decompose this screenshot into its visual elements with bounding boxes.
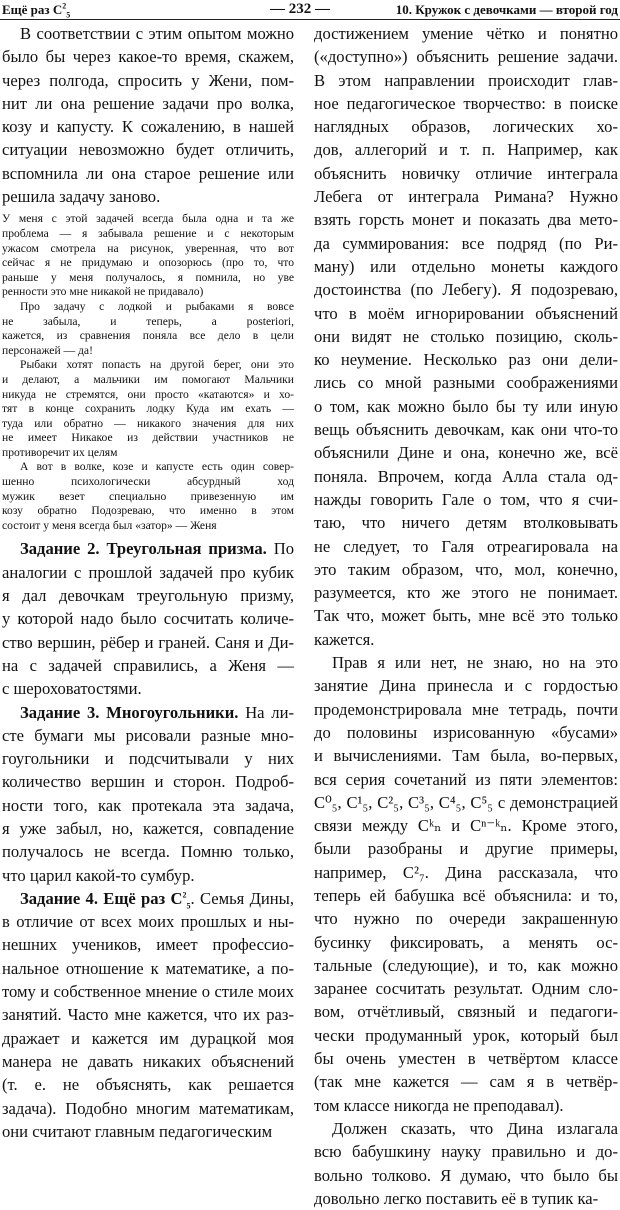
text-line: Должен сказать, что Дина излагала (332, 1118, 618, 1138)
task-4-title: Задание 4. Ещё раз $C^2_5$ (20, 888, 191, 911)
paragraph-grandma-science (314, 1117, 618, 1210)
text-line: теперь ей бабушка всё объяснила: и то, (314, 885, 618, 905)
text-line: ство вершин, рёбер и граней. Саня и Ди- (2, 632, 294, 652)
text-line: козу обратно Подозреваю, что именно в этом (2, 504, 294, 518)
text-line: тальные (следующие), и то, как можно (314, 955, 618, 975)
text-line: никуда не стремятся, они просто «катаются» и хо- (2, 387, 294, 401)
text-line: получалось не всегда. Помню только, (2, 842, 294, 862)
text-line: нит ли она решение задачи про волка, (2, 93, 294, 113)
text-line: это таким образом, что, мол, конечно, (314, 559, 618, 579)
text-line: В этом направлении происходит глав- (314, 70, 618, 90)
text-line: через полгода, спросить у Жени, пом- (2, 70, 294, 90)
text-line: лись со мной разными соображениями (314, 373, 618, 393)
text-line: вом, отчётливый, связный и педагоги- (314, 1002, 618, 1022)
text-line: да суммирования: все подряд (по Ри- (314, 233, 618, 253)
text-line: Про задачу с лодкой и рыбаками я вовсе (20, 299, 294, 313)
text-line: («доступно») объяснить решение задачи. (314, 47, 618, 67)
task-2-section (2, 537, 294, 700)
text-line: вещь объяснить девочкам, как они что-то (314, 420, 618, 440)
text-line: продемонстрировала мне тетрадь, почти (314, 699, 618, 719)
left-column (2, 22, 295, 1141)
text-line: (так мне кажется — сам я в четвёр- (314, 1072, 618, 1092)
text-line: У меня с этой задачей всегда была одна и та же (2, 212, 294, 226)
text-line: ужасом смотрела на рисунок, уверенная, что вот (2, 241, 294, 255)
text-line: чески продуманный урок, который был (314, 1025, 618, 1045)
text-line: что нужно по очереди закрашенную (314, 909, 618, 929)
text-line: они считают главным педагогическим (2, 1121, 273, 1141)
text-line: разумеется, кто же этого не понимает. (314, 583, 618, 603)
text-line: противоречит их целям (2, 445, 118, 459)
text-line: ное педагогическое творчество: в поиске (314, 93, 618, 113)
note-zhenya-1 (2, 212, 294, 300)
text-line: всю бабушкину науку правильно и до- (314, 1142, 618, 1162)
note-zhenya-4 (2, 460, 294, 533)
chapter-title: 10. Кружок с девочками — второй год (395, 2, 618, 17)
text-line: вспомнила ли она старое решение или (2, 163, 294, 183)
running-header-left: Ещё раз $C^2_5$ (2, 1, 71, 20)
text-line: до половины изрисованную «бусами» (314, 722, 618, 742)
paragraph-dina-notebook (314, 651, 618, 1117)
text-line: достоинства (по Лебегу). Я подозреваю, (314, 280, 618, 300)
text-line: манера не давать никаких объяснений (2, 1051, 294, 1071)
note-zhenya-2 (2, 300, 294, 358)
text-line: и делают, а мальчики им помогают Мальчики (2, 372, 294, 386)
text-line: ности того, как протекала эта задача, (2, 795, 294, 815)
text-line: ренности это мне никакой не придавало) (2, 285, 204, 299)
text-line: Задание 3. Многоугольники. На ли- (20, 702, 294, 722)
text-line: козу и капусту. К сожалению, в нашей (2, 117, 294, 137)
text-line: кажется. (314, 629, 375, 649)
text-line: я уже забыл, но, кажется, совпадение (2, 819, 294, 838)
text-line: заранее сосчитать результат. Одним сло- (314, 979, 618, 999)
text-line: на с задачей справились, а Женя — (2, 655, 294, 675)
text-line: в отличие от всех моих прошлых и ны- (2, 912, 294, 932)
text-line: решила задачу заново. (2, 187, 161, 207)
text-line: А вот в волке, козе и капусте есть один совер- (20, 460, 294, 474)
text-line: занятий. Часто мне кажется, что их раз- (2, 1005, 294, 1025)
text-line: достижением умение чётко и понятно (314, 24, 618, 43)
text-line: Лебега от интеграла Римана? Нужно (314, 187, 618, 207)
text-line: проблема — я забывала решение и с некоторым (2, 226, 294, 240)
task-4-section (2, 887, 294, 1143)
text-line: у которой надо было сосчитать количе- (2, 609, 294, 629)
text-line: персонажей — да! (2, 343, 93, 357)
text-line: Так что, может быть, мне всё это только (314, 606, 618, 626)
text-line: дов, аллегорий и т. п. Например, как (314, 140, 618, 160)
text-line: сте бумаги мы рисовали разные мно- (2, 725, 294, 745)
text-line: не следует, то Галя отреагировала на (314, 536, 618, 556)
text-line: шенно психологически абсурдный ход (2, 475, 294, 489)
text-line: В соответствии с этим опытом можно (20, 24, 294, 43)
text-line: том классе никогда не преподавал). (314, 1095, 564, 1115)
text-line: что в моём игнорировании объяснений (314, 303, 618, 323)
text-line: нальное отношение к математике, а по- (2, 958, 294, 978)
text-line: гоугольники и подсчитывали у них (2, 749, 294, 769)
text-line: бусинку фиксировать, а менять ос- (314, 932, 618, 952)
text-line: дражает и кажется им дурацкой моя (2, 1028, 294, 1048)
text-line: о том, как можно было бы ту или иную (314, 396, 618, 416)
text-line: таю, что ничего детям втолковывать (314, 513, 618, 533)
text-line: не забыла, и теперь, а posteriori, (2, 314, 294, 328)
text-line: наглядных образов, логических хо- (314, 117, 618, 137)
text-line: (т. е. не объяснять, как решается (2, 1075, 294, 1095)
text-line: Прав я или нет, не знаю, но на это (332, 653, 618, 673)
text-line: не имеет Никакое из действии участников не (2, 431, 294, 445)
text-line: взять горсть монет и показать два мето- (314, 210, 618, 230)
task-2-title: Задание 2. Треугольная призма. (20, 539, 267, 559)
paragraph-explanations (314, 22, 618, 651)
text-line: связи между Cᵏₙ и Cⁿ⁻ᵏₙ. Кроме этого, (314, 816, 618, 836)
text-line: и вычислениями. Там была, во-первых, (314, 746, 618, 766)
text-line: поняла. Впрочем, когда Алла стала од- (314, 466, 618, 486)
text-line: бы очень уместен в четвёртом классе (314, 1049, 618, 1069)
paragraph-memory (2, 22, 294, 208)
text-line: сейчас я не придумаю и опозорюсь (про то, что (2, 256, 294, 270)
text-line: ситуации невозможно будет отличить, (2, 140, 294, 160)
text-line: задача). Подобно многим математикам, (2, 1098, 294, 1118)
text-line: были разобраны и другие примеры, (314, 839, 618, 859)
text-line: ко неумение. Несколько раз они дели- (314, 350, 618, 370)
text-line: раньше у меня получалось, я помнила, но уве (2, 270, 294, 284)
text-line: например, C²₇. Дина рассказала, что (314, 862, 618, 882)
text-line: нажды говорить Гале о том, что я счи- (314, 489, 618, 509)
text-line: мужик везет специально привезенную им (2, 489, 294, 503)
text-line: вольно толково. Я думаю, что было бы (314, 1165, 618, 1185)
text-line: объяснили Дине и она, конечно же, всё (314, 443, 618, 463)
text-line: я дал девочкам треугольную призму, (2, 586, 294, 606)
text-line: кажется, из сравнения поняла все дело в цели (2, 329, 294, 343)
text-line: тят в конце сохранить лодку Куда им ехать — (2, 402, 294, 416)
task-3-title: Задание 3. Многоугольники. (20, 702, 239, 722)
text-line: аналогии с прошлой задачей про кубик (2, 562, 294, 582)
text-line: вся серия сочетаний из пяти элементов: (314, 769, 618, 789)
text-line: ману) или отдельно монеты каждого (314, 256, 618, 276)
text-line: Задание 2. Треугольная призма. По (20, 539, 295, 559)
text-line: нешних учеников, имеет профессио- (2, 935, 294, 955)
text-line: Рыбаки хотят попасть на другой берег, они это (20, 358, 294, 372)
task-3-section (2, 701, 294, 887)
text-line: тому и собственное мнение о стиле моих (2, 982, 294, 1002)
text-line: C⁰₅, C¹₅, C²₅, C³₅, C⁴₅, C⁵₅ с демонстрацией (314, 792, 618, 812)
text-line: было бы через какое-то время, скажем, (2, 47, 294, 67)
text-line: они видят не столько позицию, сколь- (314, 326, 618, 346)
text-line: довольно легко поставить её в тупик ка- (314, 1188, 599, 1208)
note-zhenya-3 (2, 358, 294, 460)
text-line: туда или обратно — никакого значения для них (2, 416, 294, 430)
text-line: объяснить новичку отличие интеграла (314, 163, 618, 183)
running-header (0, 0, 620, 20)
text-line: что царил какой-то сумбур. (2, 865, 195, 885)
text-line: состоит у меня всегда был «затор» — Женя (2, 518, 217, 532)
text-line: занятие Дина принесла и с гордостью (314, 676, 618, 696)
right-column (314, 22, 618, 1208)
text-line: с шероховатостями. (2, 679, 142, 699)
text-line: количество вершин и сторон. Подроб- (2, 772, 294, 792)
page-number: — 232 — (270, 1, 330, 17)
text-line: Задание 4. Ещё раз $C^2_5$. Семья Дины, (20, 888, 294, 911)
